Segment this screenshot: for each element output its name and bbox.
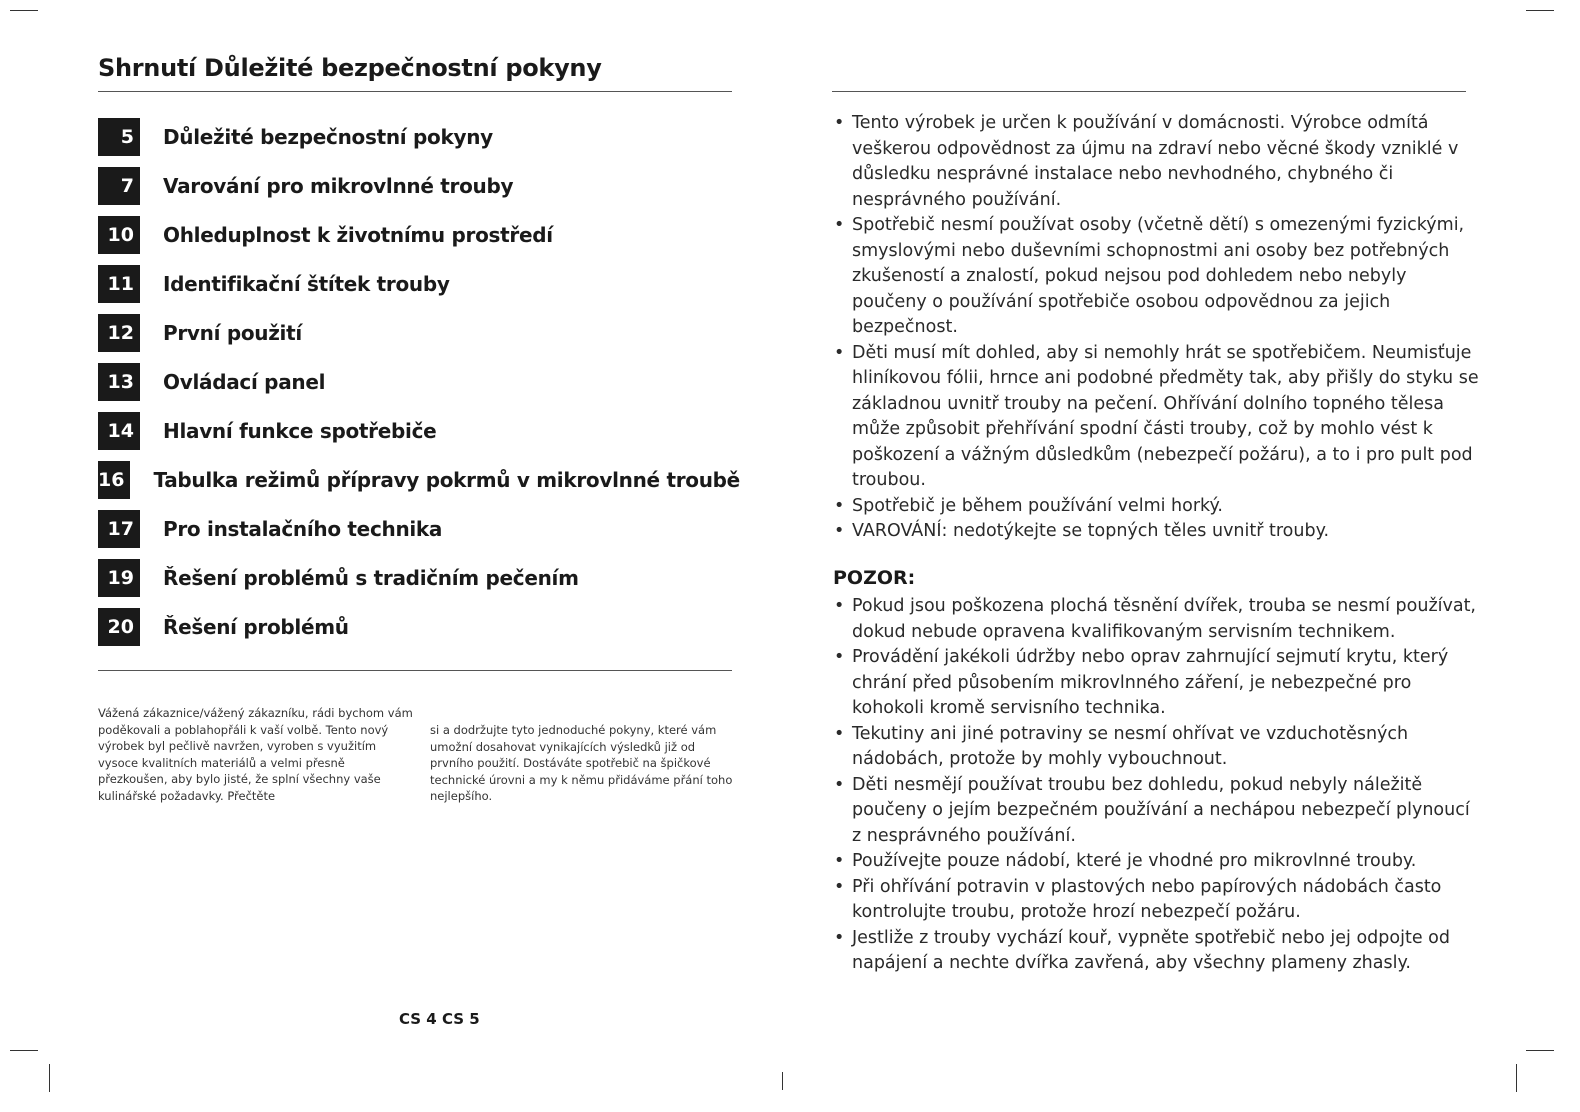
toc-label: Důležité bezpečnostní pokyny bbox=[163, 125, 493, 149]
title-divider bbox=[98, 91, 732, 92]
toc-label: Řešení problémů bbox=[163, 615, 349, 639]
crop-mark-bottom-right-v bbox=[1516, 1064, 1517, 1092]
safety-bullet: • Spotřebič je během používání velmi horký. bbox=[832, 494, 1480, 520]
toc-page-number: 16 bbox=[98, 461, 130, 499]
toc-item[interactable] bbox=[98, 559, 738, 597]
page-title: Shrnutí Důležité bezpečnostní pokyny bbox=[98, 54, 602, 82]
toc-label: Varování pro mikrovlnné trouby bbox=[163, 174, 514, 198]
crop-mark-top-right bbox=[1526, 10, 1554, 11]
caution-bullet: • Jestliže z trouby vychází kouř, vypněte spotřebič nebo jej odpojte od napájení a nechte dvířka zavřená, aby všechny plameny zhasly. bbox=[832, 926, 1480, 977]
toc-item[interactable] bbox=[98, 314, 738, 352]
crop-mark-top-left bbox=[10, 10, 38, 11]
toc-label: Pro instalačního technika bbox=[163, 517, 443, 541]
safety-bullet: • Děti musí mít dohled, aby si nemohly hrát se spotřebičem. Neumisťuje hliníkovou fólii, hrnce ani podobné předměty tak, aby přišly do styku se základnou uvnitř trouby na pečení. Ohřívání dolního topného tělesa může způsobit přehřívání spodní části trouby, což by mohlo vést k poškození a vážným důsledkům (nebezpečí požáru), a to i pro pult pod troubou. bbox=[832, 341, 1480, 494]
toc-item[interactable] bbox=[98, 363, 738, 401]
toc-page-number: 20 bbox=[98, 608, 140, 646]
toc-page-number: 10 bbox=[98, 216, 140, 254]
crop-mark-bottom-left-v bbox=[49, 1064, 50, 1092]
safety-bullet: • Spotřebič nesmí používat osoby (včetně dětí) s omezenými fyzickými, smyslovými nebo duševními schopnostmi ani osoby bez potřebných zkušeností a znalostí, pokud nejsou pod dohledem nebo nebyly poučeny o používání spotřebiče osobou odpovědnou za jejich bezpečnost. bbox=[832, 213, 1480, 341]
toc-item[interactable] bbox=[98, 265, 738, 303]
table-of-contents bbox=[98, 118, 738, 657]
caution-bullet: • Děti nesmějí používat troubu bez dohledu, pokud nebyly náležitě poučeny o jejím bezpečném používání a nechápou nebezpečí plynoucí z nesprávného používání. bbox=[832, 773, 1480, 850]
toc-page-number: 13 bbox=[98, 363, 140, 401]
page-number: CS 4 CS 5 bbox=[399, 1010, 480, 1028]
caution-bullet: • Provádění jakékoli údržby nebo oprav zahrnující sejmutí krytu, který chrání před působením mikrovlnného záření, je nebezpečné pro kohokoli kromě servisního technika. bbox=[832, 645, 1480, 722]
toc-item[interactable] bbox=[98, 461, 738, 499]
caution-bullet: • Používejte pouze nádobí, které je vhodné pro mikrovlnné trouby. bbox=[832, 849, 1480, 875]
toc-label: Ohleduplnost k životnímu prostředí bbox=[163, 223, 553, 247]
safety-bullet: • Tento výrobek je určen k používání v domácnosti. Výrobce odmítá veškerou odpovědnost za újmu na zdraví nebo věcné škody vzniklé v důsledku nesprávné instalace nebo nevhodného, chybného či nesprávného používání. bbox=[832, 111, 1480, 213]
crop-mark-bottom-right-h bbox=[1526, 1050, 1554, 1051]
toc-item[interactable] bbox=[98, 118, 738, 156]
safety-instructions-list bbox=[832, 111, 1480, 545]
toc-item[interactable] bbox=[98, 412, 738, 450]
caution-bullet: • Tekutiny ani jiné potraviny se nesmí ohřívat ve vzduchotěsných nádobách, protože by mohly vybouchnout. bbox=[832, 722, 1480, 773]
toc-label: Hlavní funkce spotřebiče bbox=[163, 419, 437, 443]
toc-item[interactable] bbox=[98, 216, 738, 254]
toc-page-number: 11 bbox=[98, 265, 140, 303]
toc-bottom-divider bbox=[98, 670, 732, 671]
toc-page-number: 5 bbox=[98, 118, 140, 156]
toc-label: Řešení problémů s tradičním pečením bbox=[163, 566, 579, 590]
caution-list bbox=[832, 594, 1480, 977]
right-page-top-divider bbox=[832, 91, 1466, 92]
safety-bullet: • VAROVÁNÍ: nedotýkejte se topných těles uvnitř trouby. bbox=[832, 519, 1480, 545]
toc-page-number: 12 bbox=[98, 314, 140, 352]
toc-label: První použití bbox=[163, 321, 302, 345]
toc-item[interactable] bbox=[98, 510, 738, 548]
intro-text-column-2: si a dodržujte tyto jednoduché pokyny, které vám umožní dosahovat vynikajících výsledků již od prvního použití. Dostáváte spotřebič na špičkové technické úrovni a my k němu přidáváme přání toho nejlepšího. bbox=[430, 723, 733, 804]
toc-page-number: 7 bbox=[98, 167, 140, 205]
intro-text-column-1: Vážená zákaznice/vážený zákazníku, rádi bychom vám poděkovali a poblahopřáli k vaší volbě. Tento nový výrobek byl pečlivě navržen, vyroben s využitím vysoce kvalitních materiálů a velmi přesně přezkoušen, aby bylo jisté, že splní všechny vaše kulinářské požadavky. Přečtěte bbox=[98, 706, 413, 803]
toc-page-number: 14 bbox=[98, 412, 140, 450]
crop-mark-bottom-center-v bbox=[782, 1072, 783, 1090]
toc-label: Ovládací panel bbox=[163, 370, 326, 394]
toc-label: Identifikační štítek trouby bbox=[163, 272, 450, 296]
caution-bullet: • Při ohřívání potravin v plastových nebo papírových nádobách často kontrolujte troubu, protože hrozí nebezpečí požáru. bbox=[832, 875, 1480, 926]
toc-page-number: 19 bbox=[98, 559, 140, 597]
toc-label: Tabulka režimů přípravy pokrmů v mikrovlnné troubě bbox=[153, 468, 740, 492]
caution-heading: POZOR: bbox=[833, 567, 916, 589]
toc-item[interactable] bbox=[98, 608, 738, 646]
caution-bullet: • Pokud jsou poškozena plochá těsnění dvířek, trouba se nesmí používat, dokud nebude opravena kvalifikovaným servisním technikem. bbox=[832, 594, 1480, 645]
toc-item[interactable] bbox=[98, 167, 738, 205]
crop-mark-bottom-left-h bbox=[10, 1050, 38, 1051]
toc-page-number: 17 bbox=[98, 510, 140, 548]
